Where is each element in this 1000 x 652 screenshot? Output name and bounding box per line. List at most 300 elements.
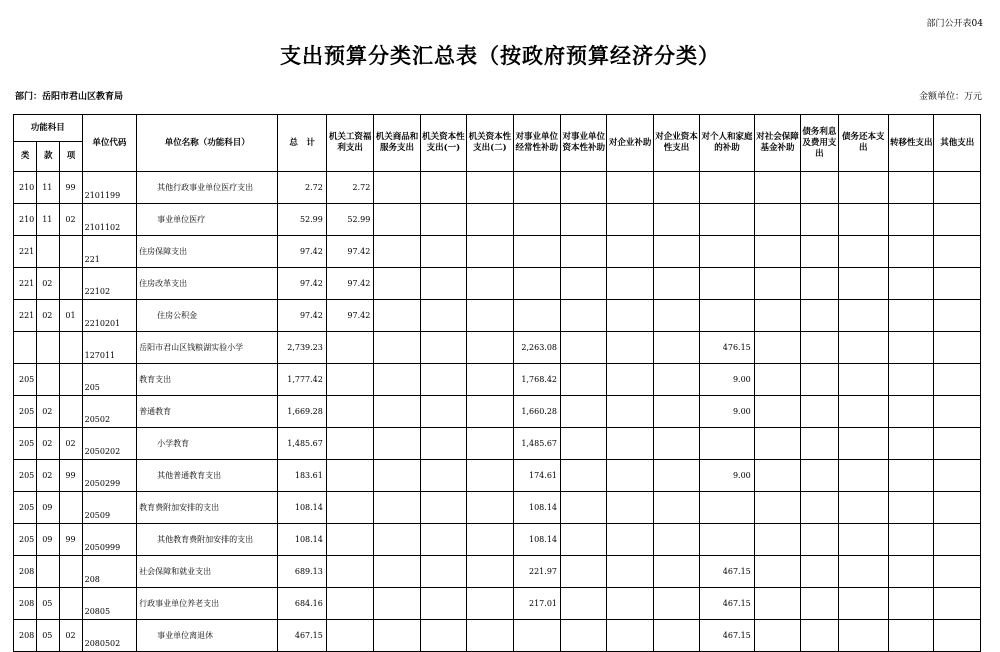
- amount-cell: [889, 172, 934, 204]
- amount-cell: [754, 524, 800, 556]
- xiang-cell: 02: [60, 204, 82, 236]
- table-row: [14, 428, 981, 460]
- amount-cell: [420, 460, 466, 492]
- amount-cell: [801, 460, 838, 492]
- amount-cell: [653, 492, 699, 524]
- amount-cell: [420, 524, 466, 556]
- amount-cell: [801, 556, 838, 588]
- amount-cell: [420, 396, 466, 428]
- func-subject-header: 功能科目: [14, 115, 83, 142]
- unit-code-cell: 20502: [82, 396, 137, 428]
- amount-cell: [700, 492, 755, 524]
- amount-cell: [513, 300, 560, 332]
- lei-cell: 205: [14, 524, 37, 556]
- total-cell: 97.42: [278, 300, 326, 332]
- amount-cell: [374, 204, 420, 236]
- amount-cell: [934, 620, 981, 652]
- amount-cell: [561, 620, 607, 652]
- amount-cell: [374, 364, 420, 396]
- amount-cell: [934, 556, 981, 588]
- amount-cell: [607, 460, 653, 492]
- amount-cell: [754, 332, 800, 364]
- amount-cell: [420, 268, 466, 300]
- amount-cell: [700, 172, 755, 204]
- col-header: 对企业资本性支出: [653, 115, 699, 172]
- table-row: [14, 364, 981, 396]
- amount-cell: [801, 524, 838, 556]
- amount-cell: [467, 172, 513, 204]
- amount-cell: [801, 396, 838, 428]
- amount-cell: [801, 300, 838, 332]
- unit-code-cell: 20509: [82, 492, 137, 524]
- amount-cell: 467.15: [700, 588, 755, 620]
- col-header: 机关商品和服务支出: [374, 115, 420, 172]
- amount-cell: [801, 172, 838, 204]
- amount-cell: [700, 524, 755, 556]
- unit-name-cell: 普通教育: [137, 396, 278, 428]
- total-cell: 1,485.67: [278, 428, 326, 460]
- col-header: 债务还本支出: [838, 115, 888, 172]
- amount-cell: 476.15: [700, 332, 755, 364]
- amount-cell: 1,660.28: [513, 396, 560, 428]
- amount-cell: [561, 204, 607, 236]
- amount-cell: [607, 396, 653, 428]
- xiang-cell: [60, 588, 82, 620]
- amount-cell: [838, 364, 888, 396]
- kuan-cell: [37, 364, 60, 396]
- amount-cell: 108.14: [513, 492, 560, 524]
- amount-cell: [754, 556, 800, 588]
- xiang-cell: 01: [60, 300, 82, 332]
- kuan-cell: 02: [37, 300, 60, 332]
- amount-cell: [653, 204, 699, 236]
- amount-cell: 1,768.42: [513, 364, 560, 396]
- amount-cell: [420, 204, 466, 236]
- unit-name-cell: 住房保障支出: [137, 236, 278, 268]
- amount-cell: [374, 300, 420, 332]
- amount-cell: [934, 236, 981, 268]
- amount-cell: [838, 588, 888, 620]
- amount-cell: [838, 492, 888, 524]
- amount-cell: [889, 460, 934, 492]
- xiang-cell: 99: [60, 460, 82, 492]
- lei-cell: 205: [14, 428, 37, 460]
- unit-code-cell: 20805: [82, 588, 137, 620]
- lei-cell: 205: [14, 396, 37, 428]
- table-row: [14, 204, 981, 236]
- col-header: 债务利息及费用支出: [801, 115, 838, 172]
- lei-cell: 205: [14, 364, 37, 396]
- lei-cell: 221: [14, 268, 37, 300]
- unit-name-cell: 教育费附加安排的支出: [137, 492, 278, 524]
- amount-cell: [374, 492, 420, 524]
- amount-cell: [801, 364, 838, 396]
- amount-cell: [467, 300, 513, 332]
- amount-cell: [801, 620, 838, 652]
- amount-cell: [889, 300, 934, 332]
- amount-cell: [326, 556, 373, 588]
- amount-cell: [607, 524, 653, 556]
- amount-cell: [513, 204, 560, 236]
- total-cell: 108.14: [278, 524, 326, 556]
- amount-cell: 174.61: [513, 460, 560, 492]
- xiang-cell: [60, 364, 82, 396]
- unit-name-cell: 其他行政事业单位医疗支出: [137, 172, 278, 204]
- amount-cell: 108.14: [513, 524, 560, 556]
- amount-cell: [607, 300, 653, 332]
- unit-name-cell: 其他教育费附加安排的支出: [137, 524, 278, 556]
- amount-cell: [467, 492, 513, 524]
- unit-name-cell: 行政事业单位养老支出: [137, 588, 278, 620]
- kuan-cell: 05: [37, 588, 60, 620]
- amount-cell: [653, 428, 699, 460]
- lei-header: 类: [14, 142, 37, 172]
- amount-cell: [700, 236, 755, 268]
- total-cell: 1,777.42: [278, 364, 326, 396]
- amount-cell: [754, 588, 800, 620]
- amount-cell: [934, 300, 981, 332]
- xiang-cell: 02: [60, 428, 82, 460]
- unit-code-cell: 221: [82, 236, 137, 268]
- unit-code-cell: 205: [82, 364, 137, 396]
- amount-cell: [420, 300, 466, 332]
- total-header: 总 计: [278, 115, 326, 172]
- total-cell: 108.14: [278, 492, 326, 524]
- amount-cell: [801, 204, 838, 236]
- unit-name-cell: 住房公积金: [137, 300, 278, 332]
- lei-cell: 208: [14, 588, 37, 620]
- amount-cell: [754, 236, 800, 268]
- amount-cell: [607, 332, 653, 364]
- amount-cell: [326, 524, 373, 556]
- amount-cell: 97.42: [326, 236, 373, 268]
- kuan-cell: 02: [37, 268, 60, 300]
- amount-cell: [561, 492, 607, 524]
- amount-cell: [561, 332, 607, 364]
- amount-cell: [467, 460, 513, 492]
- amount-cell: [653, 460, 699, 492]
- amount-cell: [467, 524, 513, 556]
- amount-cell: [420, 172, 466, 204]
- amount-cell: [934, 332, 981, 364]
- amount-cell: [653, 300, 699, 332]
- amount-cell: 217.01: [513, 588, 560, 620]
- amount-cell: [420, 556, 466, 588]
- lei-cell: 210: [14, 172, 37, 204]
- amount-cell: [467, 364, 513, 396]
- amount-cell: [374, 556, 420, 588]
- lei-cell: 208: [14, 620, 37, 652]
- amount-cell: 9.00: [700, 460, 755, 492]
- xiang-cell: [60, 236, 82, 268]
- amount-cell: [889, 332, 934, 364]
- lei-cell: 208: [14, 556, 37, 588]
- amount-cell: [754, 268, 800, 300]
- amount-cell: [374, 236, 420, 268]
- amount-cell: [420, 236, 466, 268]
- lei-cell: 205: [14, 492, 37, 524]
- amount-cell: [934, 172, 981, 204]
- table-row: [14, 588, 981, 620]
- xiang-cell: [60, 556, 82, 588]
- lei-cell: 205: [14, 460, 37, 492]
- amount-cell: [607, 364, 653, 396]
- amount-cell: [607, 588, 653, 620]
- amount-cell: [420, 492, 466, 524]
- col-header: 对事业单位资本性补助: [561, 115, 607, 172]
- amount-cell: 9.00: [700, 396, 755, 428]
- xiang-cell: 99: [60, 172, 82, 204]
- amount-cell: [374, 172, 420, 204]
- amount-cell: [801, 428, 838, 460]
- amount-cell: 9.00: [700, 364, 755, 396]
- kuan-cell: [37, 556, 60, 588]
- total-cell: 2,739.23: [278, 332, 326, 364]
- amount-cell: [467, 236, 513, 268]
- total-cell: 183.61: [278, 460, 326, 492]
- amount-cell: 467.15: [700, 556, 755, 588]
- unit-name-cell: 事业单位医疗: [137, 204, 278, 236]
- amount-cell: [934, 268, 981, 300]
- amount-cell: [934, 492, 981, 524]
- amount-cell: [653, 332, 699, 364]
- amount-cell: [754, 492, 800, 524]
- amount-cell: [420, 332, 466, 364]
- total-cell: 467.15: [278, 620, 326, 652]
- unit-code-cell: 208: [82, 556, 137, 588]
- xiang-cell: [60, 268, 82, 300]
- department-label: 部门：岳阳市君山区教育局: [15, 92, 124, 102]
- amount-cell: [374, 524, 420, 556]
- amount-cell: [934, 396, 981, 428]
- amount-cell: [653, 396, 699, 428]
- amount-cell: [607, 268, 653, 300]
- amount-cell: [561, 268, 607, 300]
- kuan-cell: 09: [37, 524, 60, 556]
- amount-cell: 1,485.67: [513, 428, 560, 460]
- unit-code-cell: 22102: [82, 268, 137, 300]
- amount-cell: [653, 588, 699, 620]
- table-row: [14, 460, 981, 492]
- amount-cell: [326, 588, 373, 620]
- unit-code-cell: 2050999: [82, 524, 137, 556]
- form-number: 部门公开表04: [926, 19, 983, 29]
- amount-cell: [801, 236, 838, 268]
- amount-cell: [838, 268, 888, 300]
- kuan-cell: 11: [37, 172, 60, 204]
- amount-cell: [653, 364, 699, 396]
- amount-cell: [801, 492, 838, 524]
- amount-cell: [467, 428, 513, 460]
- col-header: 机关资本性支出(一): [420, 115, 466, 172]
- amount-cell: [607, 556, 653, 588]
- amount-cell: [754, 364, 800, 396]
- unit-name-cell: 事业单位离退休: [137, 620, 278, 652]
- amount-cell: [561, 236, 607, 268]
- amount-cell: [653, 236, 699, 268]
- amount-cell: [607, 236, 653, 268]
- amount-cell: [653, 268, 699, 300]
- total-cell: 97.42: [278, 236, 326, 268]
- amount-cell: [561, 524, 607, 556]
- amount-cell: [754, 396, 800, 428]
- table-row: [14, 492, 981, 524]
- amount-cell: [326, 460, 373, 492]
- xiang-header: 项: [60, 142, 82, 172]
- amount-cell: [889, 588, 934, 620]
- lei-cell: 221: [14, 236, 37, 268]
- col-header: 对社会保障基金补助: [754, 115, 800, 172]
- amount-cell: [838, 428, 888, 460]
- amount-cell: 52.99: [326, 204, 373, 236]
- amount-cell: [561, 428, 607, 460]
- amount-cell: [653, 524, 699, 556]
- xiang-cell: 02: [60, 620, 82, 652]
- amount-cell: [467, 556, 513, 588]
- col-header: 其他支出: [934, 115, 981, 172]
- amount-cell: 97.42: [326, 300, 373, 332]
- table-row: [14, 332, 981, 364]
- amount-cell: [838, 172, 888, 204]
- kuan-cell: 02: [37, 428, 60, 460]
- amount-cell: [838, 460, 888, 492]
- amount-cell: [889, 204, 934, 236]
- amount-cell: [889, 524, 934, 556]
- amount-cell: [374, 332, 420, 364]
- amount-cell: [326, 620, 373, 652]
- col-header: 转移性支出: [889, 115, 934, 172]
- unit-code-cell: 2101199: [82, 172, 137, 204]
- amount-cell: [754, 172, 800, 204]
- amount-cell: [374, 268, 420, 300]
- unit-code-cell: 2050202: [82, 428, 137, 460]
- kuan-header: 款: [37, 142, 60, 172]
- amount-cell: [838, 332, 888, 364]
- amount-cell: [653, 556, 699, 588]
- amount-cell: [700, 428, 755, 460]
- amount-cell: [374, 588, 420, 620]
- table-row: [14, 172, 981, 204]
- amount-cell: [934, 428, 981, 460]
- amount-cell: [889, 620, 934, 652]
- amount-cell: [889, 428, 934, 460]
- amount-cell: [754, 620, 800, 652]
- total-cell: 1,669.28: [278, 396, 326, 428]
- total-cell: 2.72: [278, 172, 326, 204]
- amount-cell: [838, 300, 888, 332]
- unit-code-cell: 2080502: [82, 620, 137, 652]
- table-row: [14, 556, 981, 588]
- amount-cell: [653, 620, 699, 652]
- amount-cell: [420, 428, 466, 460]
- col-header: 对事业单位经常性补助: [513, 115, 560, 172]
- amount-cell: [838, 524, 888, 556]
- lei-cell: 221: [14, 300, 37, 332]
- total-cell: 689.13: [278, 556, 326, 588]
- amount-cell: [326, 428, 373, 460]
- unit-name-cell: 小学教育: [137, 428, 278, 460]
- total-cell: 684.16: [278, 588, 326, 620]
- amount-cell: [838, 204, 888, 236]
- kuan-cell: 02: [37, 460, 60, 492]
- amount-cell: [467, 268, 513, 300]
- unit-code-cell: 2210201: [82, 300, 137, 332]
- amount-cell: [700, 300, 755, 332]
- amount-cell: [754, 428, 800, 460]
- unit-code-cell: 2101102: [82, 204, 137, 236]
- amount-cell: [607, 620, 653, 652]
- kuan-cell: 11: [37, 204, 60, 236]
- unit-name-header: 单位名称（功能科目）: [137, 115, 278, 172]
- amount-cell: [889, 236, 934, 268]
- kuan-cell: [37, 236, 60, 268]
- amount-cell: [889, 396, 934, 428]
- unit-name-cell: 住房改革支出: [137, 268, 278, 300]
- amount-cell: [467, 588, 513, 620]
- amount-cell: [326, 396, 373, 428]
- amount-unit-label: 金额单位：万元: [918, 92, 982, 102]
- amount-cell: [801, 332, 838, 364]
- amount-cell: 467.15: [700, 620, 755, 652]
- lei-cell: [14, 332, 37, 364]
- amount-cell: [801, 268, 838, 300]
- total-cell: 97.42: [278, 268, 326, 300]
- amount-cell: [513, 172, 560, 204]
- kuan-cell: [37, 332, 60, 364]
- amount-cell: [467, 332, 513, 364]
- amount-cell: [374, 396, 420, 428]
- unit-code-cell: 127011: [82, 332, 137, 364]
- amount-cell: [607, 204, 653, 236]
- amount-cell: [889, 364, 934, 396]
- amount-cell: [561, 588, 607, 620]
- amount-cell: [607, 172, 653, 204]
- amount-cell: [513, 236, 560, 268]
- kuan-cell: 09: [37, 492, 60, 524]
- amount-cell: [374, 620, 420, 652]
- amount-cell: [420, 364, 466, 396]
- unit-code-cell: 2050299: [82, 460, 137, 492]
- unit-name-cell: 其他普通教育支出: [137, 460, 278, 492]
- amount-cell: [754, 460, 800, 492]
- amount-cell: [420, 588, 466, 620]
- amount-cell: [467, 620, 513, 652]
- table-row: [14, 620, 981, 652]
- xiang-cell: [60, 492, 82, 524]
- table-row: [14, 236, 981, 268]
- xiang-cell: 99: [60, 524, 82, 556]
- col-header: 对个人和家庭的补助: [700, 115, 755, 172]
- unit-name-cell: 岳阳市君山区钱粮湖实验小学: [137, 332, 278, 364]
- amount-cell: 2.72: [326, 172, 373, 204]
- amount-cell: [561, 460, 607, 492]
- amount-cell: [374, 460, 420, 492]
- amount-cell: [607, 428, 653, 460]
- unit-code-header: 单位代码: [82, 115, 137, 172]
- amount-cell: [700, 204, 755, 236]
- amount-cell: [934, 588, 981, 620]
- amount-cell: 97.42: [326, 268, 373, 300]
- amount-cell: [934, 524, 981, 556]
- amount-cell: [467, 396, 513, 428]
- xiang-cell: [60, 396, 82, 428]
- budget-table: [13, 114, 981, 652]
- col-header: 机关资本性支出(二): [467, 115, 513, 172]
- amount-cell: 2,263.08: [513, 332, 560, 364]
- total-cell: 52.99: [278, 204, 326, 236]
- amount-cell: [561, 300, 607, 332]
- kuan-cell: 05: [37, 620, 60, 652]
